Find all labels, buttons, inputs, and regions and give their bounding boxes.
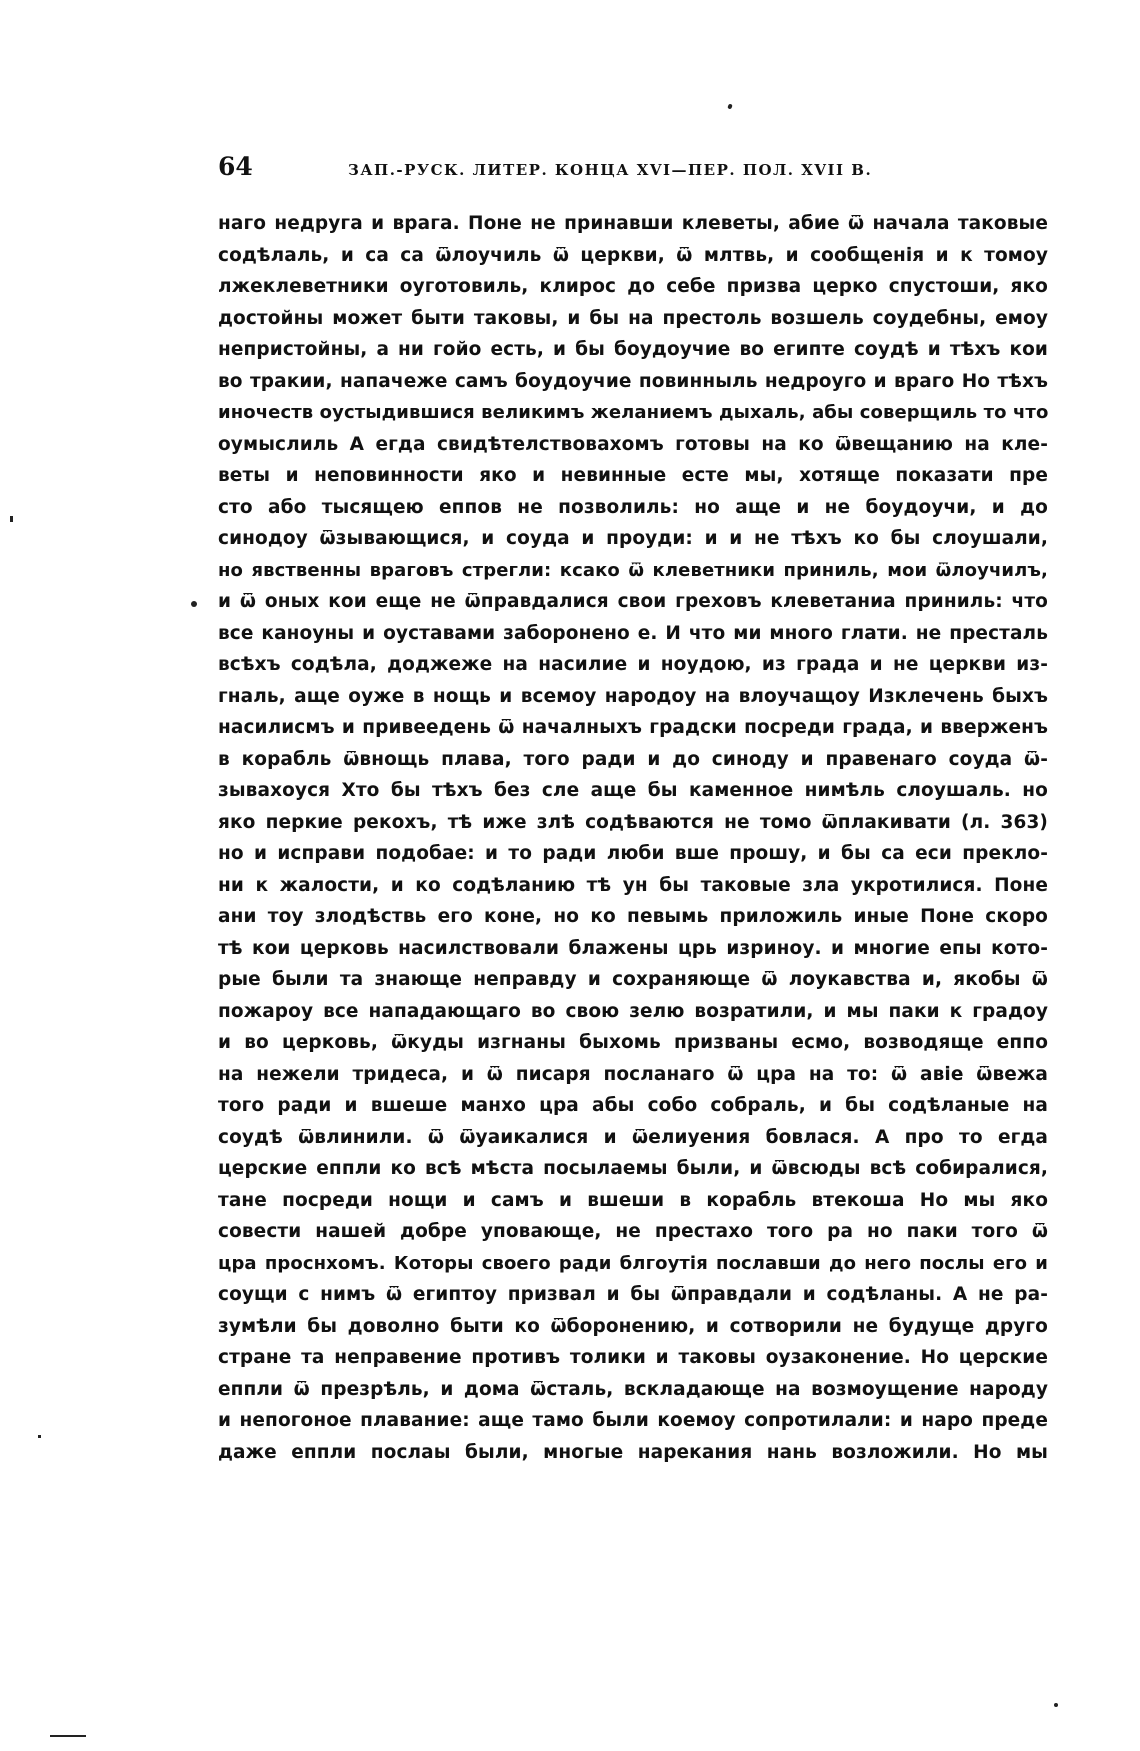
text-line: зывахоуся Хто бы тѣхъ без сле аще бы каменное нимѣль слоушаль. но xyxy=(218,780,1048,801)
text-line: лжеклеветники оуготовиль, клирос до себе призва церко спустоши, яко xyxy=(218,276,1048,297)
text-line: соудѣ ѿвлинили. ѿ ѿуаикалися и ѿелиуения бовлася. А про то егда xyxy=(218,1126,1048,1148)
text-line: содѣлаль, и са са ѿлоучиль ѿ церкви, ѿ млтвь, и сообщенія и к томоу xyxy=(218,244,1048,266)
text-line: но явственны враговъ стрегли: ксако ѿ клеветники приниль, мои ѿлоучилъ, xyxy=(218,559,1048,581)
text-line: все каноуны и оуставами заборонено е. И что ми много глати. не престаль xyxy=(218,622,1048,644)
page-number: 64 xyxy=(218,152,253,181)
running-head: ЗАП.-РУСК. ЛИТЕР. КОНЦА XVI—ПЕР. ПОЛ. XVII В. xyxy=(348,161,873,179)
text-line: и ѿ оных кои еще не ѿправдалися свои греховъ клеветаниа приниль: что xyxy=(218,591,1048,612)
text-line: насилисмъ и привеедень ѿ началныхъ градски посреди града, и вверженъ xyxy=(218,717,1048,738)
text-line: иночеств оустыдившися великимъ желаниемъ дыхаль, абы соверщиль то что xyxy=(218,402,1049,423)
body-text xyxy=(218,208,1048,1468)
print-speck xyxy=(10,516,13,522)
print-speck xyxy=(38,1435,41,1438)
text-line: оумыслиль А егда свидѣтелствовахомъ готовы на ко ѿвещанию на кле- xyxy=(218,433,1048,455)
text-line: ани тоу злодѣствь его коне, но ко певымь приложиль иные Поне скоро xyxy=(218,906,1048,927)
text-line: в корабль ѿвнощь плава, того ради и до синоду и правенаго соуда ѿ- xyxy=(218,748,1048,770)
text-line: сто або тысящею еппов не позволиль: но аще и не боудоучи, и до xyxy=(218,496,1048,518)
text-line: совести нашей добре уповающе, не престахо того ра но паки того ѿ xyxy=(218,1221,1048,1242)
text-line: и непогоное плавание: аще тамо были коемоу сопротилали: и наро преде xyxy=(218,1410,1048,1431)
text-line: того ради и вшеше манхо цра абы собо собраль, и бы содѣланые на xyxy=(218,1095,1048,1116)
text-line: ни к жалости, и ко содѣланию тѣ ун бы таковые зла укротилися. Поне xyxy=(218,874,1048,896)
print-speck xyxy=(191,601,197,607)
text-line: даже еппли послаы были, многые нарекания нань возложили. Но мы xyxy=(218,1441,1048,1463)
text-line: во тракии, напачеже самъ боудоучие повинныль недроуго и враго Но тѣхъ xyxy=(218,370,1048,392)
text-line: достойны может быти таковы, и бы на престоль возшель соудебны, емоу xyxy=(218,307,1048,329)
text-line: зумѣли бы доволно быти ко ѿборонению, и сотворили не будуще друго xyxy=(218,1315,1048,1337)
margin-rule xyxy=(50,1735,86,1737)
text-line: наго недруга и врага. Поне не принавши клеветы, абие ѿ начала таковые xyxy=(218,213,1048,234)
text-line: тане посреди нощи и самъ и вшеши в корабль втекоша Но мы яко xyxy=(218,1189,1048,1211)
text-line: рые были та знающе неправду и сохраняюще ѿ лоукавства и, якобы ѿ xyxy=(218,969,1048,990)
print-speck xyxy=(1054,1703,1058,1707)
print-speck xyxy=(727,103,732,109)
text-line: но и исправи подобае: и то ради люби вше прошу, и бы са еси прекло- xyxy=(218,843,1048,864)
text-line: и во церковь, ѿкуды изгнаны быхомь призваны есмо, возводяще еппо xyxy=(218,1032,1048,1053)
text-line: гналь, аще оуже в нощь и всемоу народоу на влоучащоу Изклечень быхъ xyxy=(218,685,1048,707)
page-header xyxy=(218,152,1048,192)
text-line: непристойны, а ни гойо есть, и бы боудоучие во египте соудѣ и тѣхъ кои xyxy=(218,339,1048,360)
text-line: стране та неправение противъ толики и таковы оузаконение. Но церские xyxy=(218,1347,1048,1368)
text-line: церские еппли ко всѣ мѣста посылаемы были, и ѿвсюды всѣ собиралися, xyxy=(218,1158,1048,1179)
text-line: цра проснхомъ. Которы своего ради блгоутія пославши до него послы его и xyxy=(218,1252,1048,1274)
text-line: пожароу все нападающаго во свою зелю возратили, и мы паки к градоу xyxy=(218,1000,1048,1022)
text-line: синодоу ѿзывающися, и соуда и проуди: и и не тѣхъ ко бы слоушали, xyxy=(218,528,1048,549)
text-line: соущи с нимъ ѿ египтоу призвал и бы ѿправдали и содѣланы. А не ра- xyxy=(218,1284,1048,1305)
text-line: еппли ѿ презрѣль, и дома ѿсталь, вскладающе на возмоущение народу xyxy=(218,1378,1048,1400)
text-line: веты и неповинности яко и невинные есте мы, хотяще показати пре xyxy=(218,465,1048,486)
text-line: на нежели тридеса, и ѿ писаря посланаго ѿ цра на то: ѿ авіе ѿвежа xyxy=(218,1063,1048,1085)
text-line: всѣхъ содѣла, доджеже на насилие и ноудою, из града и не церкви из- xyxy=(218,654,1048,675)
text-line: тѣ кои церковь насилствовали блажены црь изриноу. и многие епы кото- xyxy=(218,937,1048,959)
text-line: яко перкие рекохъ, тѣ иже злѣ содѣваются не томо ѿплакивати (л. 363) xyxy=(218,811,1048,833)
